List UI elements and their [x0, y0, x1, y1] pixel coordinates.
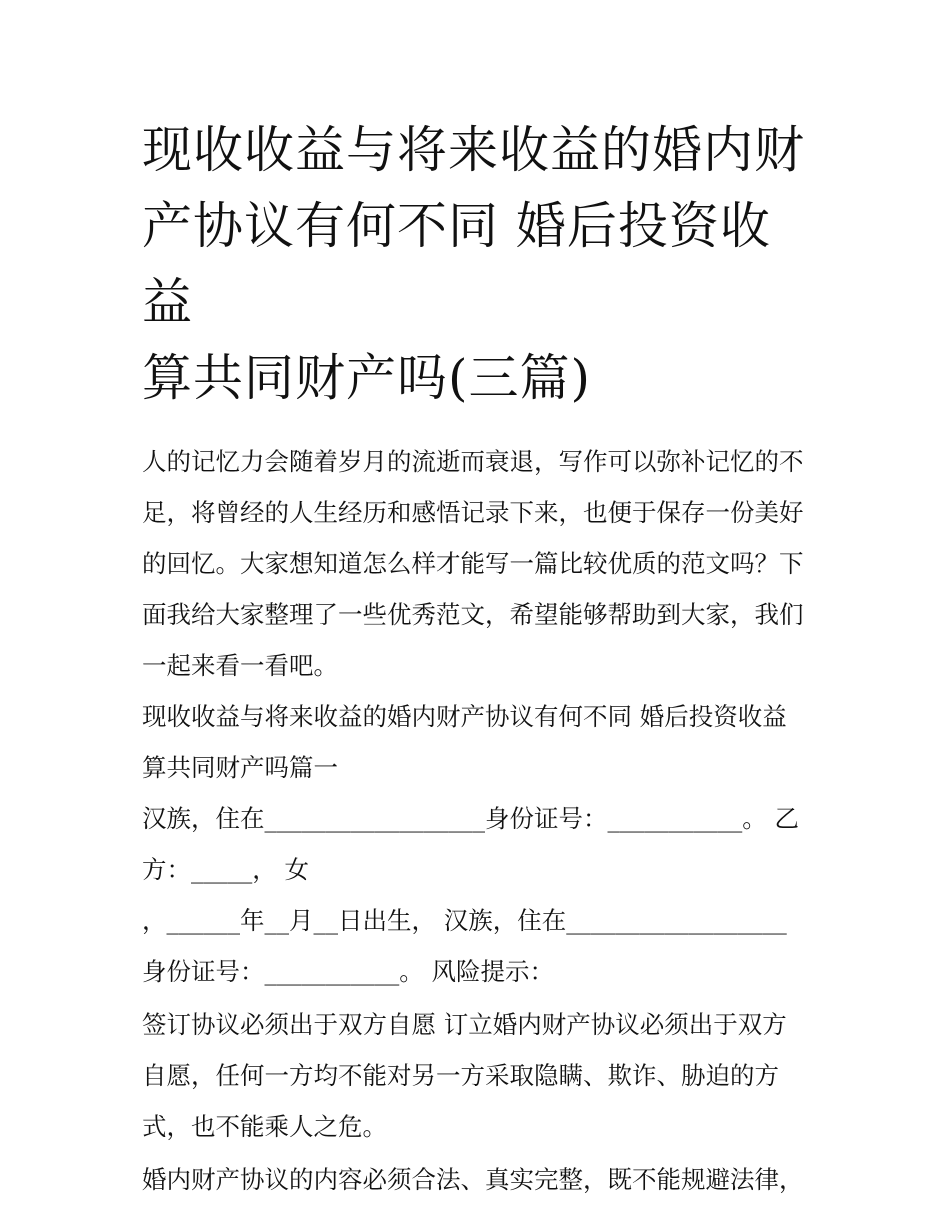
party-info-form — [142, 793, 814, 997]
intro-paragraph — [142, 436, 814, 691]
text-line: 签订协议必须出于双方自愿 订立婚内财产协议必须出于双方 — [142, 1010, 787, 1039]
text-line: 自愿，任何一方均不能对另一方采取隐瞒、欺诈、胁迫的方 — [142, 1061, 779, 1090]
title-line: 产协议有何不同 婚后投资收益 — [142, 197, 771, 331]
title-line: 现收收益与将来收益的婚内财 — [142, 121, 805, 179]
document-page — [142, 112, 814, 1205]
section-heading — [142, 691, 814, 793]
form-line: 汉族，住在__________________身份证号：___________。 乙 — [142, 804, 800, 833]
legality-paragraph — [142, 1154, 814, 1205]
form-line: 方：_____， 女 — [142, 855, 310, 884]
voluntary-paragraph — [142, 999, 814, 1152]
document-title — [142, 112, 814, 416]
text-line: 现收收益与将来收益的婚内财产协议有何不同 婚后投资收益 — [142, 702, 787, 731]
text-line: 婚内财产协议的内容必须合法、真实完整，既不能规避法律， — [142, 1165, 804, 1194]
text-line: 式，也不能乘人之危。 — [142, 1112, 387, 1141]
text-line: 人的记忆力会随着岁月的流逝而衰退，写作可以弥补记忆的不 — [142, 447, 804, 476]
form-line: ，______年__月__日出生， 汉族，住在__________________ — [142, 906, 787, 935]
text-line: 足，将曾经的人生经历和感悟记录下来，也便于保存一份美好 — [142, 498, 804, 527]
text-line: 的回忆。大家想知道怎么样才能写一篇比较优质的范文吗？下 — [142, 549, 804, 578]
text-line: 算共同财产吗篇一 — [142, 753, 338, 782]
text-line: 一起来看一看吧。 — [142, 651, 338, 680]
form-line: 身份证号：___________。 风险提示： — [142, 957, 555, 986]
text-line: 面我给大家整理了一些优秀范文，希望能够帮助到大家，我们 — [142, 600, 804, 629]
title-line: 算共同财产吗(三篇) — [142, 349, 592, 407]
